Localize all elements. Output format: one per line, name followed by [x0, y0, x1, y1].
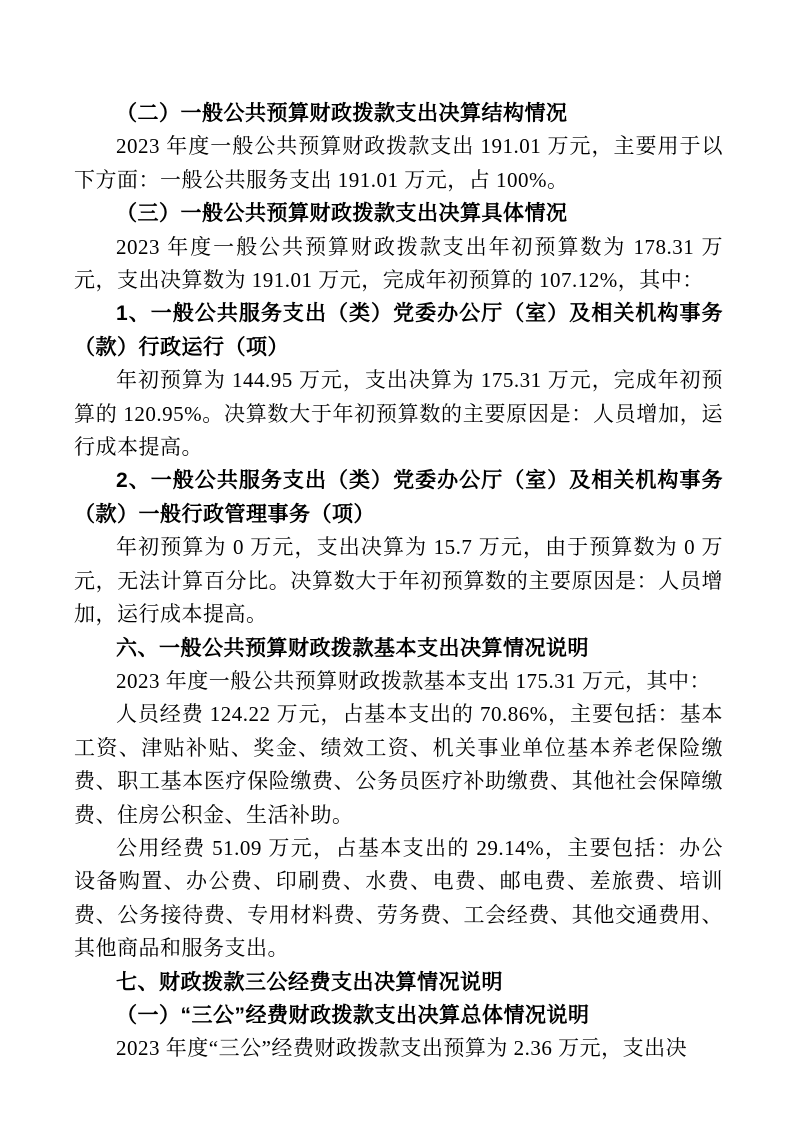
heading-three-public-funds: 七、财政拨款三公经费支出决算情况说明 [116, 970, 503, 994]
heading-expenditure-structure: （二）一般公共预算财政拨款支出决算结构情况 [116, 102, 568, 125]
para-item-2-general-admin: 年初预算为 0 万元，支出决算为 15.7 万元，由于预算数为 0 万元，无法计算百分比。决算数大于年初预算数的主要原因是：人员增加，运行成本提高。 [74, 535, 723, 627]
para-expenditure-structure: 2023 年度一般公共预算财政拨款支出 191.01 万元，主要用于以下方面：一般公共服务支出 191.01 万元，占 100%。 [74, 134, 723, 192]
para-personnel-funds: 人员经费 124.22 万元，占基本支出的 70.86%，主要包括：基本工资、津贴补贴、奖金、绩效工资、机关事业单位基本养老保险缴费、职工基本医疗保险缴费、公务员医疗补助缴费、其他社会保障缴费、住房公积金、生活补助。 [74, 702, 723, 827]
para-three-public-budget: 2023 年度“三公”经费财政拨款支出预算为 2.36 万元，支出决 [116, 1036, 688, 1061]
heading-basic-expenditure: 六、一般公共预算财政拨款基本支出决算情况说明 [116, 636, 589, 660]
para-item-1-admin-operation: 年初预算为 144.95 万元，支出决算为 175.31 万元，完成年初预算的 120.95%。决算数大于年初预算数的主要原因是：人员增加，运行成本提高。 [74, 368, 723, 460]
heading-item-2-general-admin: 2、一般公共服务支出（类）党委办公厅（室）及相关机构事务（款）一般行政管理事务（项） [74, 469, 723, 526]
heading-item-1-admin-operation: 1、一般公共服务支出（类）党委办公厅（室）及相关机构事务（款）行政运行（项） [74, 302, 723, 359]
para-public-funds: 公用经费 51.09 万元，占基本支出的 29.14%，主要包括：办公设备购置、办公费、印刷费、水费、电费、邮电费、差旅费、培训费、公务接待费、专用材料费、劳务费、工会经费、其他交通费用、其他商品和服务支出。 [74, 835, 723, 961]
para-expenditure-detail: 2023 年度一般公共预算财政拨款支出年初预算数为 178.31 万元，支出决算数为 191.01 万元，完成年初预算的 107.12%，其中： [74, 234, 723, 293]
para-basic-expenditure-total: 2023 年度一般公共预算财政拨款基本支出 175.31 万元，其中： [116, 668, 711, 693]
heading-expenditure-detail: （三）一般公共预算财政拨款支出决算具体情况 [116, 202, 568, 226]
document-content [74, 97, 723, 1066]
heading-three-public-overview: （一）“三公”经费财政拨款支出决算总体情况说明 [116, 1003, 590, 1027]
